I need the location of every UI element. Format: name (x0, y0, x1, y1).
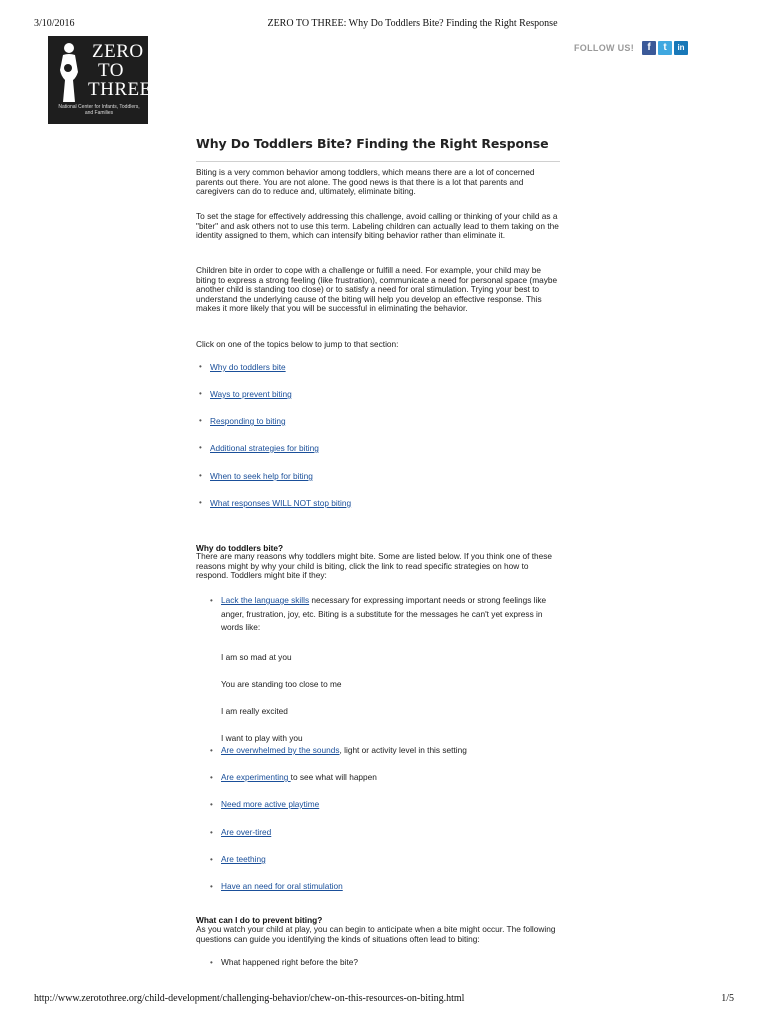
toc-link-strategies[interactable]: Additional strategies for biting (210, 443, 319, 453)
follow-us-label: FOLLOW US! (574, 43, 634, 53)
reason-link-teething[interactable]: Are teething (221, 854, 266, 864)
list-item (210, 416, 286, 426)
reason-link-experimenting[interactable]: Are experimenting (221, 772, 291, 782)
list-item (221, 956, 561, 970)
zero-to-three-logo[interactable] (48, 36, 152, 124)
list-item (221, 744, 561, 758)
quote-mad: I am so mad at you (221, 652, 292, 662)
list-item (210, 443, 319, 453)
logo-word-zero: ZERO (92, 41, 144, 62)
reason-link-oral[interactable]: Have an need for oral stimulation (221, 881, 343, 891)
reason-text-language: necessary for expressing important needs or strong feelings like anger, frustration, joy, etc. Biting is a substitute for the messages he can't yet express in words like: (221, 595, 547, 632)
list-item (210, 362, 286, 372)
print-title: ZERO TO THREE: Why Do Toddlers Bite? Finding the Right Response (267, 18, 558, 29)
reason-link-over-tired[interactable]: Are over-tired (221, 827, 272, 837)
list-item (221, 771, 561, 785)
article (196, 130, 560, 967)
quote-too-close: You are standing too close to me (221, 679, 342, 689)
reason-link-overwhelmed[interactable]: Are overwhelmed by the sounds (221, 745, 340, 755)
twitter-icon[interactable]: t (658, 41, 672, 55)
follow-us-bar (574, 40, 688, 56)
list-item (221, 594, 561, 635)
logo-word-three: THREE (88, 79, 152, 100)
labeling-paragraph: To set the stage for effectively addressing this challenge, avoid calling or thinking of your child as a "biter" and ask others not to use this term. Labeling children can actually lead to them taking on the identity assigned to them, which can intensify biting behavior rather than eliminate it. (196, 211, 559, 241)
list-item (221, 880, 561, 894)
list-item (210, 389, 292, 399)
toc-intro: Click on one of the topics below to jump to that section: (196, 339, 399, 349)
list-item (210, 498, 351, 508)
facebook-icon[interactable]: f (642, 41, 656, 55)
why-paragraph: There are many reasons why toddlers might bite. Some are listed below. If you think one of these reasons might by why your child is biting, click the link to read specific strategies on how to respond. Toddlers might bite if they: (196, 551, 553, 581)
question-before-bite: What happened right before the bite? (221, 957, 358, 967)
reason-text-experimenting: to see what will happen (290, 772, 377, 782)
list-item (221, 826, 561, 840)
reason-link-language[interactable]: Lack the language skills (221, 595, 310, 605)
quote-play: I want to play with you (221, 733, 303, 743)
reason-link-playtime[interactable]: Need more active playtime (221, 799, 320, 809)
toc-link-prevent[interactable]: Ways to prevent biting (210, 389, 292, 399)
mother-child-icon (54, 42, 84, 104)
list-item (221, 853, 561, 867)
reason-text-overwhelmed: , light or activity level in this setting (339, 745, 467, 755)
list-item (221, 798, 561, 812)
list-item (210, 471, 313, 481)
linkedin-icon[interactable]: in (674, 41, 688, 55)
print-header (0, 0, 768, 34)
quote-excited: I am really excited (221, 706, 288, 716)
toc-link-why[interactable]: Why do toddlers bite (210, 362, 286, 372)
section-heading-prevent: What can I do to prevent biting? (196, 915, 323, 925)
print-date: 3/10/2016 (34, 18, 75, 29)
toc-link-responding[interactable]: Responding to biting (210, 416, 286, 426)
section-heading-why: Why do toddlers bite? (196, 543, 284, 553)
prevent-paragraph: As you watch your child at play, you can begin to anticipate when a bite might occur. The following questions can guide you identifying the kinds of situations often lead to biting: (196, 924, 556, 944)
print-url: http://www.zerotothree.org/child-development/challenging-behavior/chew-on-this-resources-on-biting.html (34, 993, 465, 1004)
logo-tagline: National Center for Infants, Toddlers, and Families (58, 104, 140, 116)
reasons-paragraph: Children bite in order to cope with a challenge or fulfill a need. For example, your child may be biting to express a strong feeling (like frustration), communicate a need for personal space (maybe another child is standing too close) or to satisfy a need for oral stimulation. Trying your best to understand the underlying cause of the biting will help you develop an effective response. This makes it more likely that you will be successful in eliminating the behavior. (196, 265, 558, 314)
title-divider (196, 161, 560, 162)
toc-link-will-not-stop[interactable]: What responses WILL NOT stop biting (210, 498, 352, 508)
page-title: Why Do Toddlers Bite? Finding the Right Response (196, 136, 549, 151)
intro-paragraph: Biting is a very common behavior among toddlers, which means there are a lot of concerned parents out there. You are not alone. The good news is that there is a lot that parents and caregivers can do to reduce and, ultimately, eliminate biting. (196, 167, 535, 197)
page-number: 1/5 (721, 993, 734, 1004)
print-footer (0, 990, 768, 1010)
toc-link-seek-help[interactable]: When to seek help for biting (210, 471, 313, 481)
logo-word-to: TO (98, 60, 124, 81)
